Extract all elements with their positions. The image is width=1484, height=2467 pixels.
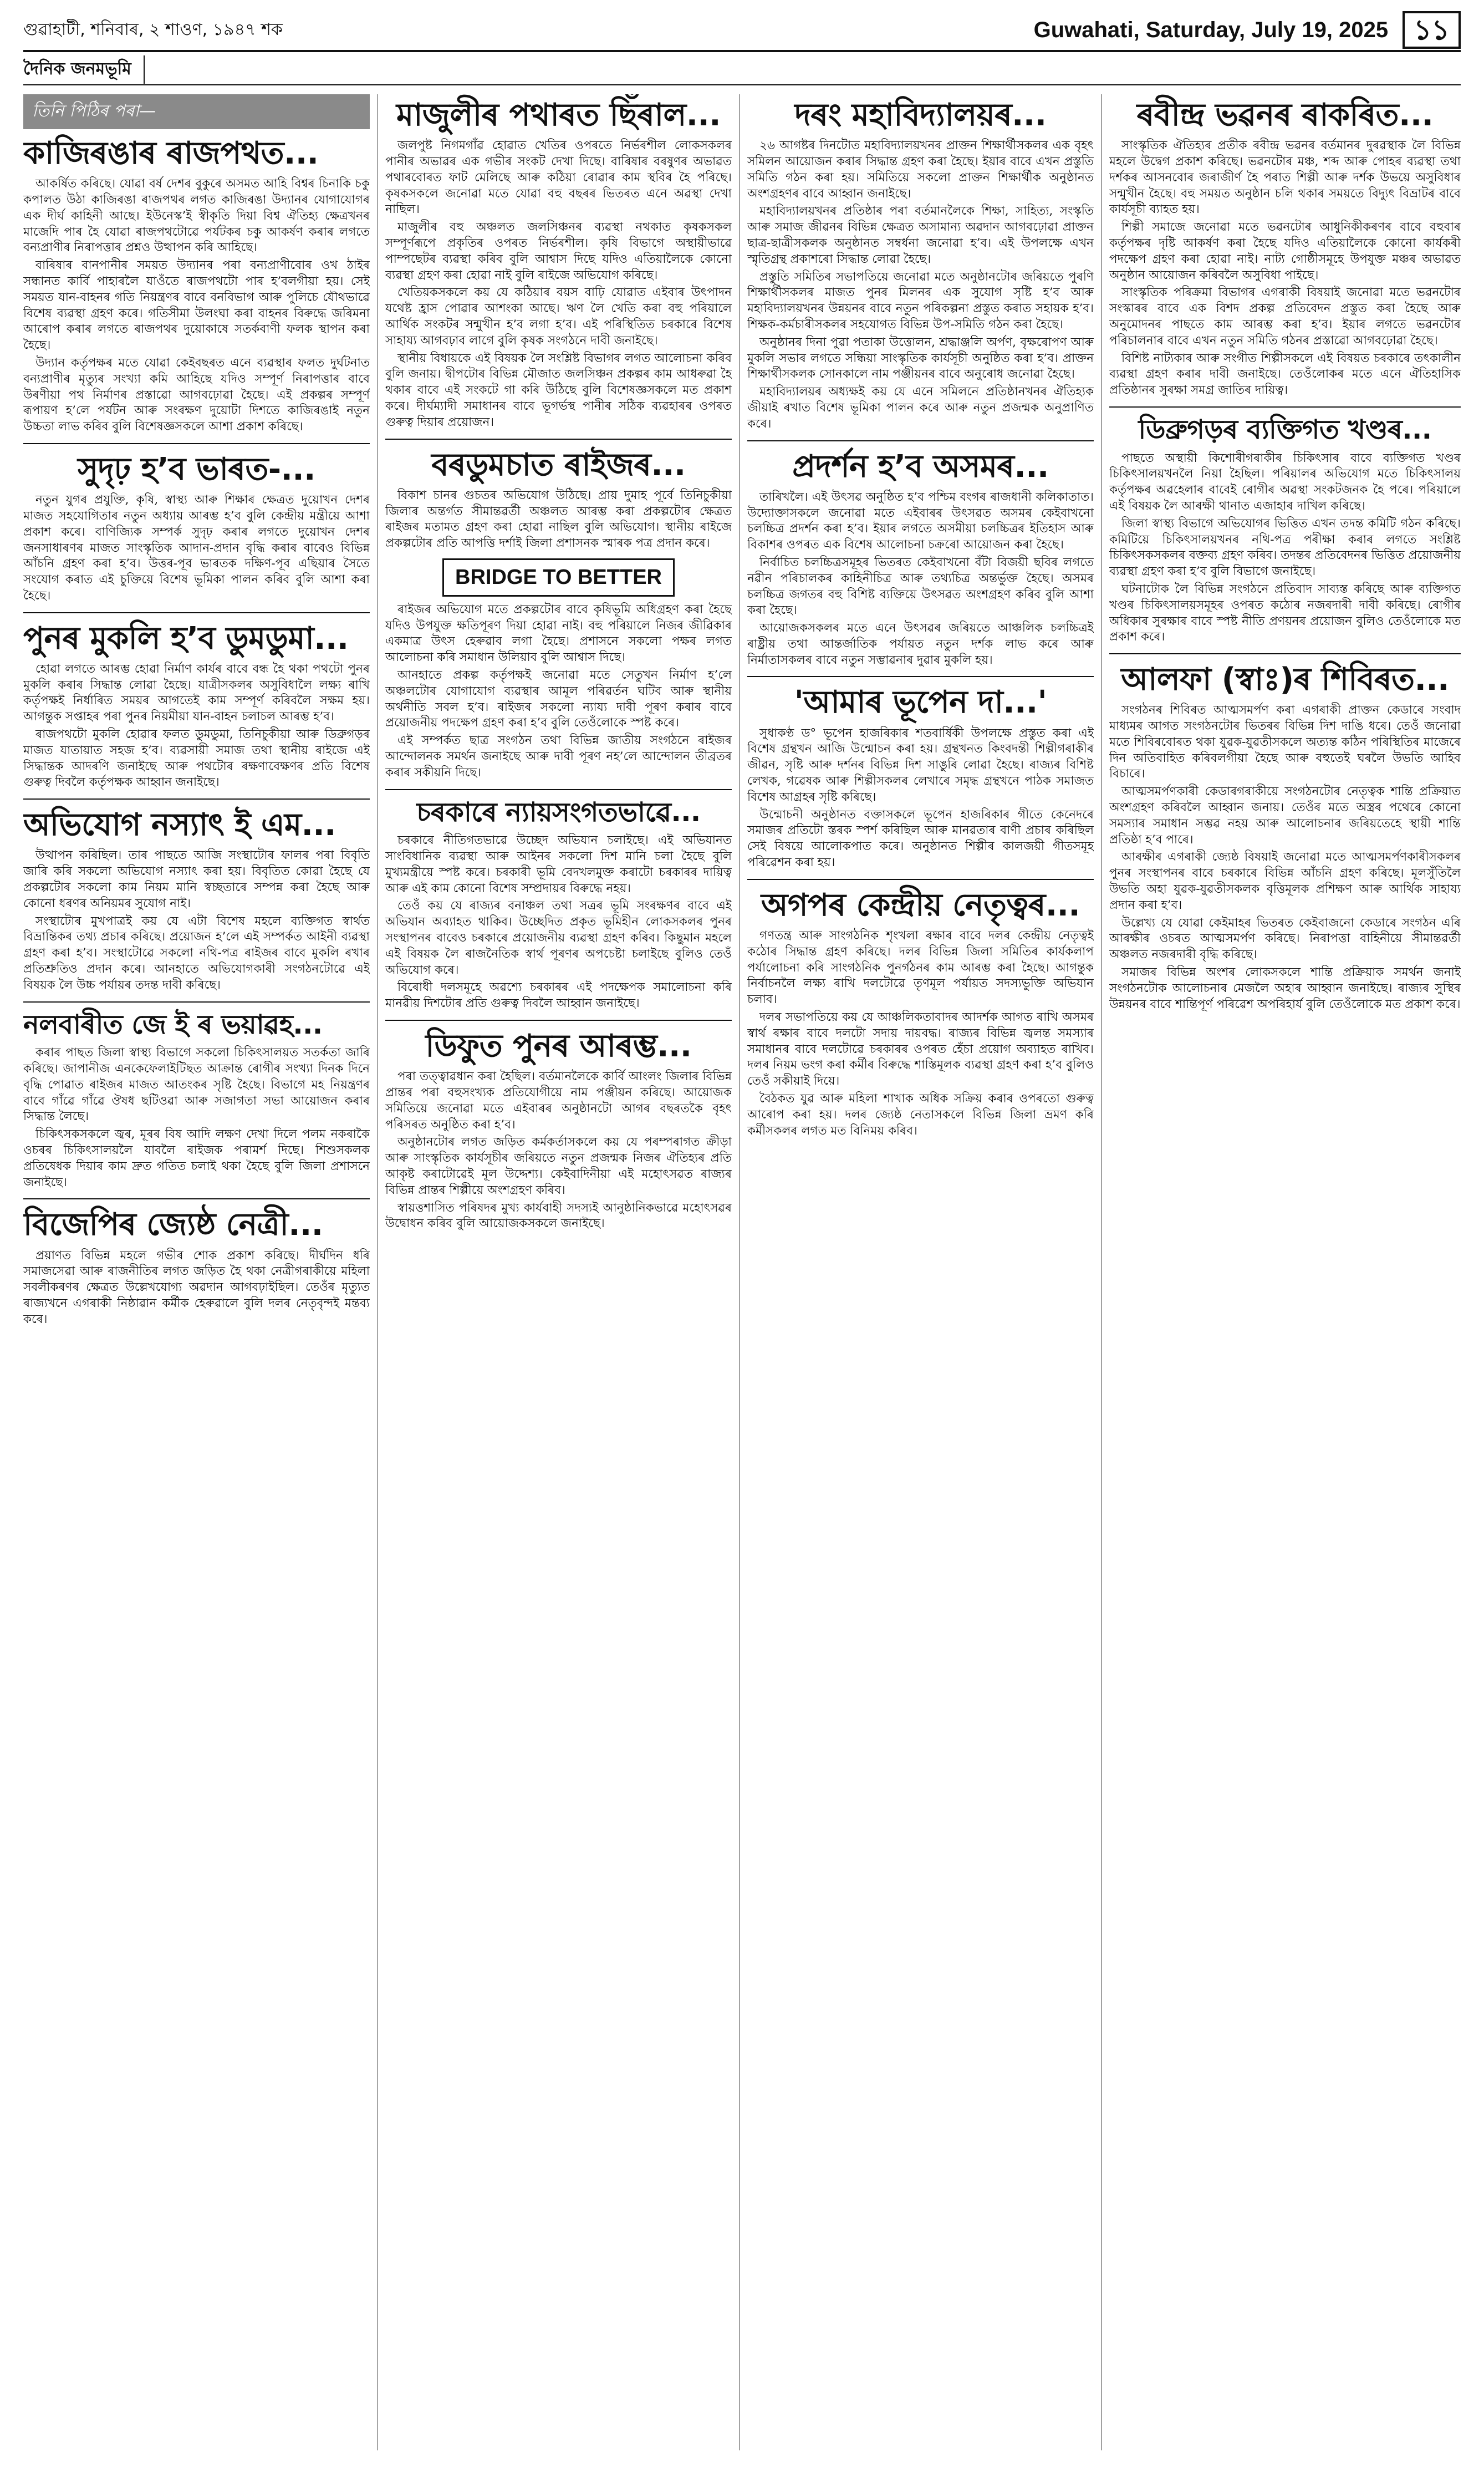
date-english: Guwahati, Saturday, July 19, 2025 xyxy=(1033,17,1389,42)
paragraph: মহাবিদ্যালয়ৰ অধ্যক্ষই কয় যে এনে সমিলনে প্ৰতিষ্ঠানখনৰ ঐতিহ্যক জীয়াই ৰখাত বিশেষ ভূমিকা পালন কৰে আৰু নতুন প্ৰজন্মক অনুপ্ৰাণিত কৰে। xyxy=(747,385,1094,431)
divider xyxy=(385,439,732,440)
masthead-right xyxy=(1034,11,1461,49)
headline: বৰডুমচাত ৰাইজৰ... xyxy=(431,446,686,483)
paragraph: আকৰ্ষিত কৰিছে। যোৱা বৰ্ষ দেশৰ বুকুৰে অসমত আহি বিশ্বৰ চিনাকি চকু কপালত উঠা কাজিৰঙা ৰাজপথৰ লগত কাজিৰঙা উদ্যানৰ যোগাযোগৰ এক দীৰ্ঘ কাহিনী আছে। ইউনেস্ক’ই স্বীকৃতি দিয়া বিশ্ব ঐতিহ্য ক্ষেত্ৰখনৰ মাজেদি পাৰ হৈ যোৱা ৰাজপথটোৱে পৰ্যটকৰ চকু আকৰ্ষণ কৰাৰ লগতে বন্যপ্ৰাণীৰ নিৰাপত্তাৰ প্ৰশ্নও উত্থাপন কৰি আহিছে। xyxy=(23,177,370,255)
paragraph: বিৰোধী দলসমূহে অৱশ্যে চৰকাৰৰ এই পদক্ষেপক সমালোচনা কৰি মানৱীয় দিশটোৰ প্ৰতি গুৰুত্ব দিবলৈ আহ্বান জনাইছে। xyxy=(385,980,732,1011)
paragraph: চিকিৎসকসকলে জ্বৰ, মূৰৰ বিষ আদি লক্ষণ দেখা দিলে পলম নকৰাকৈ ওচৰৰ চিকিৎসালয়লৈ যাবলৈ ৰাইজক পৰামৰ্শ দিছে। শিশুসকলক প্ৰতিষেধক দিয়াৰ কাম দ্ৰুত গতিত চলাই থকা হৈছে বুলি জিলা প্ৰশাসনে জনাইছে। xyxy=(23,1127,370,1189)
article-ulfa xyxy=(1109,661,1461,1013)
paragraph: সুধাকণ্ঠ ড° ভূপেন হাজৰিকাৰ শতবাৰ্ষিকী উপলক্ষে প্ৰস্তুত কৰা এই বিশেষ গ্ৰন্থখন আজি উন্মোচন কৰা হয়। গ্ৰন্থখনত কিংবদন্তী শিল্পীগৰাকীৰ জীৱন, সৃষ্টি আৰু দৰ্শনৰ বিভিন্ন দিশ সাঙুৰি লোৱা হৈছে। ৰাজ্যৰ বিশিষ্ট লেখক, গৱেষক আৰু শিল্পীসকলৰ লেখাৰে সমৃদ্ধ গ্ৰন্থখনে পাঠক সমাজত বিশেষ আগ্ৰহৰ সৃষ্টি কৰিছে। xyxy=(747,726,1094,804)
headline: পুনৰ মুকলি হ’ব ডুমডুমা... xyxy=(23,620,349,657)
paragraph: পাছতে অস্থায়ী কিশোৰীগৰাকীৰ চিকিৎসাৰ বাবে ব্যক্তিগত খণ্ডৰ চিকিৎসালয়খনলৈ নিয়া হৈছিল। পৰিয়ালৰ অভিযোগ মতে চিকিৎসালয় কৰ্তৃপক্ষৰ অৱহেলাৰ বাবেই ৰোগীৰ অৱস্থা সংকটজনক হৈ পৰে। পৰিয়ালে এই বিষয়ক লৈ আৰক্ষী থানাত এজাহাৰ দাখিল কৰিছে। xyxy=(1109,451,1461,513)
paragraph: হোৱা লগতে আৰম্ভ হোৱা নিৰ্মাণ কাৰ্যৰ বাবে বন্ধ হৈ থকা পথটো পুনৰ মুকলি কৰাৰ সিদ্ধান্ত লোৱা হৈছে। যাত্ৰীসকলৰ অসুবিধালৈ লক্ষ্য ৰাখি কৰ্তৃপক্ষই নিৰ্ধাৰিত সময়ৰ আগতেই কাম সম্পূৰ্ণ কৰিবলৈ সক্ষম হয়। আগন্তুক সপ্তাহৰ পৰা পুনৰ নিয়মীয়া যান-বাহন চলাচল আৰম্ভ হ’ব। xyxy=(23,662,370,724)
paragraph: জিলা স্বাস্থ্য বিভাগে অভিযোগৰ ভিত্তিত এখন তদন্ত কমিটি গঠন কৰিছে। কমিটিয়ে চিকিৎসালয়খনৰ নথি-পত্ৰ পৰীক্ষা কৰাৰ লগতে সংশ্লিষ্ট চিকিৎসকসকলৰ বক্তব্য গ্ৰহণ কৰিব। তদন্তৰ প্ৰতিবেদনৰ ভিত্তিত প্ৰয়োজনীয় ব্যৱস্থা গ্ৰহণ কৰা হ’ব বুলি বিভাগে জনাইছে। xyxy=(1109,516,1461,579)
headline: অগপৰ কেন্দ্ৰীয় নেতৃত্বৰ... xyxy=(761,887,1080,923)
paragraph: বিশিষ্ট নাট্যকাৰ আৰু সংগীত শিল্পীসকলে এই বিষয়ত চৰকাৰে তৎকালীন ব্যৱস্থা গ্ৰহণ কৰাৰ দাবী জনাইছে। তেওঁলোকৰ মতে এনে ঐতিহাসিক প্ৰতিষ্ঠানৰ সুৰক্ষা সমগ্ৰ জাতিৰ দায়িত্ব। xyxy=(1109,351,1461,398)
article-body xyxy=(747,490,1094,669)
paragraph: আনহাতে প্ৰকল্প কৰ্তৃপক্ষই জনোৱা মতে সেতুখন নিৰ্মাণ হ’লে অঞ্চলটোৰ যোগাযোগ ব্যৱস্থাৰ আমূল পৰিৱৰ্তন ঘটিব আৰু স্থানীয় অৰ্থনীতি সবল হ’ব। ৰাইজৰ সকলো ন্যায্য দাবী পূৰণ কৰাৰ বাবে প্ৰয়োজনীয় পদক্ষেপ গ্ৰহণ কৰা হ’ব বুলি তেওঁলোকে স্পষ্ট কৰে। xyxy=(385,668,732,730)
divider xyxy=(747,440,1094,441)
divider xyxy=(23,798,370,800)
article-body xyxy=(747,726,1094,871)
article-diphu xyxy=(385,1028,732,1232)
paragraph: খেতিয়কসকলে কয় যে কঠিয়াৰ বয়স বাঢ়ি যোৱাত এইবাৰ উৎপাদন যথেষ্ট হ্ৰাস পোৱাৰ আশংকা আছে। ঋণ লৈ খেতি কৰা বহু পৰিয়ালে আৰ্থিক সংকটৰ সন্মুখীন হ’ব লগা হ’ব। এই পৰিস্থিতিত চৰকাৰে বিশেষ সাহায্য আগবঢ়াব লাগে বুলি কৃষক সংগঠনে দাবী জনাইছে। xyxy=(385,286,732,348)
article-barduma xyxy=(385,446,732,781)
article-body xyxy=(385,1069,732,1232)
headline: দৰং মহাবিদ্যালয়ৰ... xyxy=(794,97,1047,133)
headline: বিজেপিৰ জ্যেষ্ঠ নেত্ৰী... xyxy=(23,1207,323,1243)
column-rule xyxy=(1101,94,1102,2450)
paragraph: সাংস্কৃতিক পৰিক্ৰমা বিভাগৰ এগৰাকী বিষয়াই জনোৱা মতে ভৱনটোৰ সংস্কাৰৰ বাবে এক বিশদ প্ৰকল্প প্ৰতিবেদন প্ৰস্তুত কৰা হৈছে আৰু অনুমোদনৰ পাছতে কাম আৰম্ভ কৰা হ’ব। ইয়াৰ লগতে ভৱনটোৰ পৰিচালনাৰ বাবে এখন নতুন সমিতি গঠনৰ প্ৰস্তাৱো আগবঢ়োৱা হৈছে। xyxy=(1109,286,1461,348)
divider xyxy=(385,1020,732,1021)
article-body xyxy=(385,138,732,430)
paragraph: অনুষ্ঠানটোৰ লগত জড়িত কৰ্মকৰ্তাসকলে কয় যে পৰম্পৰাগত ক্ৰীড়া আৰু সাংস্কৃতিক কাৰ্যসূচীৰ জৰিয়তে নতুন প্ৰজন্মক নিজৰ ঐতিহ্যৰ প্ৰতি আকৃষ্ট কৰাটোৱেই মূল উদ্দেশ্য। কেইবাদিনীয়া এই মহোৎসৱত ৰাজ্যৰ বিভিন্ন প্ৰান্তৰ শিল্পীয়ে অংশগ্ৰহণ কৰিব। xyxy=(385,1135,732,1197)
brand-row xyxy=(23,54,1461,85)
article-nalbari xyxy=(23,1009,370,1191)
headline: ডিফুত পুনৰ আৰম্ভ... xyxy=(425,1028,692,1064)
paragraph: তেওঁ কয় যে ৰাজ্যৰ বনাঞ্চল তথা সত্ৰৰ ভূমি সংৰক্ষণৰ বাবে এই অভিযান অব্যাহত থাকিব। উচ্ছেদিত প্ৰকৃত ভূমিহীন লোকসকলৰ পুনৰ সংস্থাপনৰ বাবেও চৰকাৰে প্ৰয়োজনীয় ব্যৱস্থা গ্ৰহণ কৰিব। কিছুমান মহলে এই বিষয়ক লৈ ৰাজনৈতিক স্বাৰ্থ পূৰণৰ অপচেষ্টা চলাইছে বুলিও তেওঁ অভিযোগ কৰে। xyxy=(385,899,732,977)
article-body xyxy=(385,833,732,1012)
paragraph: উদ্যান কৰ্তৃপক্ষৰ মতে যোৱা কেইবছৰত এনে ব্যৱস্থাৰ ফলত দুৰ্ঘটনাত বন্যপ্ৰাণীৰ মৃত্যুৰ সংখ্যা কমি আহিছে যদিও সম্পূৰ্ণ নিৰাপত্তাৰ বাবে উৰণীয়া পথ নিৰ্মাণৰ প্ৰস্তাৱো আগবঢ়োৱা হৈছে। এই প্ৰকল্পৰ সম্পূৰ্ণ ৰূপায়ণ হ’লে পৰ্যটন আৰু সংৰক্ষণ দুয়োটা দিশতে কাজিৰঙাই নতুন উচ্চতা লাভ কৰিব বুলি বিশেষজ্ঞসকলে আশা প্ৰকাশ কৰিছে। xyxy=(23,355,370,434)
headline: আলফা (স্বাঃ)ৰ শিবিৰত... xyxy=(1121,662,1449,698)
column-1 xyxy=(23,94,370,2450)
column-3 xyxy=(747,94,1094,2450)
masthead xyxy=(23,10,1461,52)
article-darrang xyxy=(747,96,1094,433)
headline: ৰবীন্দ্ৰ ভৱনৰ ৰাকৰিত... xyxy=(1136,97,1434,133)
paragraph: ৰাজপথটো মুকলি হোৱাৰ ফলত ডুমডুমা, তিনিচুকীয়া আৰু ডিব্ৰুগড়ৰ মাজত যাতায়াত সহজ হ’ব। ব্যৱসায়ী সমাজ তথা স্থানীয় ৰাইজে এই সিদ্ধান্তক আদৰণি জনাইছে আৰু পথটোৰ ৰক্ষণাবেক্ষণৰ প্ৰতি বিশেষ গুৰুত্ব দিবলৈ কৰ্তৃপক্ষক আহ্বান জনাইছে। xyxy=(23,728,370,790)
bridge-banner xyxy=(385,558,732,597)
article-body xyxy=(23,1045,370,1191)
paragraph: অনুষ্ঠানৰ দিনা পুৱা পতাকা উত্তোলন, শ্ৰদ্ধাঞ্জলি অৰ্পণ, বৃক্ষৰোপণ আৰু মুকলি সভাৰ লগতে সন্ধিয়া সাংস্কৃতিক কাৰ্যসূচী অনুষ্ঠিত কৰা হ’ব। প্ৰাক্তন শিক্ষাৰ্থীসকলক সোনকালে নাম পঞ্জীয়নৰ বাবে অনুৰোধ জনোৱা হৈছে। xyxy=(747,335,1094,382)
paragraph: শিল্পী সমাজে জনোৱা মতে ভৱনটোৰ আধুনিকীকৰণৰ বাবে বহুবাৰ কৰ্তৃপক্ষৰ দৃষ্টি আকৰ্ষণ কৰা হৈছে যদিও এতিয়ালৈকে কোনো কাৰ্যকৰী পদক্ষেপ গ্ৰহণ কৰা হোৱা নাই। নাট্য গোষ্ঠীসমূহে উপযুক্ত মঞ্চৰ অভাৱত অনুষ্ঠান আয়োজন কৰিবলৈ অসুবিধা পাইছে। xyxy=(1109,220,1461,282)
paragraph: পৰা তত্ত্বাৱধান কৰা হৈছিল। বৰ্তমানলৈকে কাৰ্বি আংলং জিলাৰ বিভিন্ন প্ৰান্তৰ পৰা বহুসংখ্যক প্ৰতিযোগীয়ে নাম পঞ্জীয়ন কৰিছে। আয়োজক সমিতিয়ে জনোৱা মতে এইবাৰৰ অনুষ্ঠানটো আগৰ বছৰতকৈ বৃহৎ পৰিসৰত অনুষ্ঠিত কৰা হ’ব। xyxy=(385,1070,732,1132)
article-kazi xyxy=(23,135,370,435)
column-2 xyxy=(385,94,732,2450)
paragraph: তাৰিখলৈ। এই উৎসৱ অনুষ্ঠিত হ’ব পশ্চিম বংগৰ ৰাজধানী কলিকাতাত। উদ্যোক্তাসকলে জনোৱা মতে এইবাৰৰ উৎসৱত অসমৰ কেইবাখনো চলচ্চিত্ৰ প্ৰদৰ্শন কৰা হ’ব। ইয়াৰ লগতে অসমীয়া চলচ্চিত্ৰৰ ইতিহাস আৰু বিকাশৰ ওপৰত এক বিশেষ আলোচনা চক্ৰৰো আয়োজন কৰা হৈছে। xyxy=(747,490,1094,552)
article-body xyxy=(747,138,1094,432)
divider xyxy=(1109,653,1461,654)
article-sudrir xyxy=(23,451,370,604)
paragraph: আয়োজকসকলৰ মতে এনে উৎসৱৰ জৰিয়তে আঞ্চলিক চলচ্চিত্ৰই ৰাষ্ট্ৰীয় তথা আন্তৰ্জাতিক পৰ্যায়ত নতুন দৰ্শক লাভ কৰে আৰু নিৰ্মাতাসকলৰ বাবে নতুন সম্ভাৱনাৰ দুৱাৰ মুকলি হয়। xyxy=(747,621,1094,667)
paragraph: বৈঠকত যুৱ আৰু মহিলা শাখাক অধিক সক্ৰিয় কৰাৰ ওপৰতো গুৰুত্ব আৰোপ কৰা হয়। দলৰ জ্যেষ্ঠ নেতাসকলে বিভিন্ন জিলা ভ্ৰমণ কৰি কৰ্মীসকলৰ লগত মত বিনিময় কৰিব। xyxy=(747,1092,1094,1138)
article-majuli xyxy=(385,96,732,431)
paragraph: উত্থাপন কৰিছিল। তাৰ পাছতে আজি সংস্থাটোৰ ফালৰ পৰা বিবৃতি জাৰি কৰি সকলো অভিযোগ নস্যাৎ কৰা হয়। বিবৃতিত কোৱা হৈছে যে প্ৰকল্পটোৰ সকলো কাম নিয়ম মানি স্বচ্ছতাৰে সম্পন্ন কৰা হৈছে আৰু কোনো ধৰণৰ অনিয়মৰ সুযোগ নাই। xyxy=(23,848,370,910)
paragraph: এই সম্পৰ্কত ছাত্ৰ সংগঠন তথা বিভিন্ন জাতীয় সংগঠনে ৰাইজৰ আন্দোলনক সমৰ্থন জনাইছে আৰু দাবী পূৰণ নহ’লে আন্দোলন তীব্ৰতৰ কৰাৰ সকীয়নি দিছে। xyxy=(385,734,732,780)
headline: কাজিৰঙাৰ ৰাজপথত... xyxy=(23,135,319,171)
page-number: ১১ xyxy=(1403,11,1461,49)
article-dibrugarh xyxy=(1109,414,1461,645)
headline: ডিব্ৰুগড়ৰ ব্যক্তিগত খণ্ডৰ... xyxy=(1138,414,1432,445)
paragraph: চৰকাৰে নীতিগতভাৱে উচ্ছেদ অভিযান চলাইছে। এই অভিযানত সাংবিধানিক ব্যৱস্থা আৰু আইনৰ সকলো দিশ মানি চলা হৈছে বুলি মুখ্যমন্ত্ৰীয়ে স্পষ্ট কৰে। চৰকাৰী ভূমি বেদখলমুক্ত কৰাটো চৰকাৰৰ দায়িত্ব আৰু এই কাম কোনো বিশেষ সম্প্ৰদায়ৰ বিৰুদ্ধে নহয়। xyxy=(385,833,732,896)
paragraph: জলপুষ্ট নিগমগাঁৱ হোৱাত খেতিৰ ওপৰতে নিৰ্ভৰশীল লোকসকলৰ পানীৰ অভাৱৰ এক গভীৰ সংকট দেখা দিছে। বাৰিষাৰ বৰষুণৰ অভাৱত পথাৰবোৰত ফাট মেলিছে আৰু কঠিয়া ৰোৱাৰ কাম স্থবিৰ হৈ পৰিছে। কৃষকসকলে জনোৱা মতে যোৱা বহু বছৰৰ ভিতৰত এনে অৱস্থা দেখা নাছিল। xyxy=(385,139,732,217)
paragraph: ২৬ আগষ্টৰ দিনটোত মহাবিদ্যালয়খনৰ প্ৰাক্তন শিক্ষাৰ্থীসকলৰ এক বৃহৎ সমিলন আয়োজন কৰাৰ সিদ্ধান্ত গ্ৰহণ কৰা হৈছে। ইয়াৰ বাবে এখন প্ৰস্তুতি সমিতি গঠন কৰা হয়। সমিতিয়ে সকলো প্ৰাক্তন শিক্ষাৰ্থীক অনুষ্ঠানত অংশগ্ৰহণৰ বাবে আহ্বান জনাইছে। xyxy=(747,139,1094,201)
article-body xyxy=(23,662,370,791)
headline: অভিযোগ নস্যাৎ ই এম... xyxy=(23,807,336,843)
headline: চৰকাৰে ন্যায়সংগতভাৱে... xyxy=(416,796,701,828)
paragraph: ৰাইজৰ অভিযোগ মতে প্ৰকল্পটোৰ বাবে কৃষিভূমি অধিগ্ৰহণ কৰা হৈছে যদিও উপযুক্ত ক্ষতিপূৰণ দিয়া হোৱা নাই। বহু পৰিয়ালে নিজৰ জীৱিকাৰ একমাত্ৰ উৎস হেৰুৱাব লগা হৈছে। প্ৰশাসনে সকলো পক্ষৰ লগত আলোচনা কৰি সমাধান উলিয়াব বুলি আশ্বাস দিছে। xyxy=(385,602,732,665)
divider xyxy=(23,612,370,613)
paragraph: বাৰিষাৰ বানপানীৰ সময়ত উদ্যানৰ পৰা বন্যপ্ৰাণীবোৰ ওখ ঠাইৰ সন্ধানত কাৰ্বি পাহাৰলৈ যাওঁতে ৰাজপথটো পাৰ হ’বলগীয়া হয়। সেই সময়ত যান-বাহনৰ গতি নিয়ন্ত্ৰণৰ বাবে বনবিভাগ আৰু পুলিচে যৌথভাৱে বিশেষ ব্যৱস্থা গ্ৰহণ কৰে। গতিসীমা উলংঘা কৰা বাহনৰ বিৰুদ্ধে জৰিমনা আৰোপ কৰাৰ লগতে ৰাজপথৰ দুয়োকাষে সতৰ্কবাণী ফলক স্থাপন কৰা হৈছে। xyxy=(23,258,370,353)
paragraph: কৰাৰ পাছত জিলা স্বাস্থ্য বিভাগে সকলো চিকিৎসালয়ত সতৰ্কতা জাৰি কৰিছে। জাপানীজ এনকেফেলাইটিছত আক্ৰান্ত ৰোগীৰ সংখ্যা দিনক দিনে বৃদ্ধি পোৱাত ৰাইজৰ মাজত আতংকৰ সৃষ্টি হৈছে। বিভাগে মহ নিয়ন্ত্ৰণৰ বাবে গাঁৱে গাঁৱে ঔষধ ছটিওৱা আৰু সজাগতা সভা আয়োজন কৰাৰ সিদ্ধান্ত লৈছে। xyxy=(23,1046,370,1124)
paragraph: উন্মোচনী অনুষ্ঠানত বক্তাসকলে ভূপেন হাজৰিকাৰ গীতে কেনেদৰে সমাজৰ প্ৰতিটো স্তৰক স্পৰ্শ কৰিছিল আৰু মানৱতাৰ বাণী প্ৰচাৰ কৰিছিল সেই বিষয়ে আলোকপাত কৰে। অনুষ্ঠানত শিল্পীৰ কালজয়ী গীতসমূহ পৰিৱেশন কৰা হয়। xyxy=(747,807,1094,870)
date-assamese: গুৱাহাটী, শনিবাৰ, ২ শাওণ, ১৯৪৭ শক xyxy=(23,19,283,39)
divider xyxy=(385,789,732,790)
paragraph: নতুন যুগৰ প্ৰযুক্তি, কৃষি, স্বাস্থ্য আৰু শিক্ষাৰ ক্ষেত্ৰত দুয়োখন দেশৰ মাজত সহযোগিতাৰ নতুন অধ্যায় আৰম্ভ হ’ব বুলি কেন্দ্ৰীয় মন্ত্ৰীয়ে আশা প্ৰকাশ কৰে। বাণিজ্যিক সম্পৰ্ক সুদৃঢ় কৰাৰ লগতে দুয়োখন দেশৰ জনসাধাৰণৰ মাজত সাংস্কৃতিক আদান-প্ৰদান বৃদ্ধি কৰাৰ বাবেও বিভিন্ন আঁচনি গ্ৰহণ কৰা হ’ব। উত্তৰ-পূব ভাৰতক দক্ষিণ-পূব এছিয়াৰ সৈতে সংযোগ কৰাত এই চুক্তিয়ে বিশেষ ভূমিকা পালন কৰিব বুলি আশা কৰা হৈছে। xyxy=(23,493,370,603)
newspaper-brand: দৈনিক জনমভূমি xyxy=(23,55,145,84)
article-body xyxy=(1109,138,1461,399)
article-rabindra xyxy=(1109,96,1461,399)
article-body xyxy=(747,928,1094,1139)
headline: নলবাৰীত জে ই ৰ ভয়াৱহ... xyxy=(23,1009,323,1040)
article-sarkar xyxy=(385,797,732,1012)
article-body xyxy=(23,848,370,993)
divider xyxy=(747,879,1094,880)
article-body xyxy=(23,1248,370,1328)
divider xyxy=(1109,406,1461,408)
headline: মাজুলীৰ পথাৰত ছিঁৰাল... xyxy=(396,97,721,133)
section-tag: তিনি পিঠিৰ পৰা— xyxy=(23,94,370,129)
paragraph: প্ৰস্তুতি সমিতিৰ সভাপতিয়ে জনোৱা মতে অনুষ্ঠানটোৰ জৰিয়তে পুৰণি শিক্ষাৰ্থীসকলৰ মাজত পুনৰ মিলনৰ এক সুযোগ সৃষ্টি হ’ব আৰু মহাবিদ্যালয়খনৰ উন্নয়নৰ বাবে নতুন পৰিকল্পনা প্ৰস্তুত কৰাত সহায়ক হ’ব। শিক্ষক-কৰ্মচাৰীসকলৰ সহযোগত বিভিন্ন উপ-সমিতি গঠন কৰা হৈছে। xyxy=(747,269,1094,332)
article-body xyxy=(385,488,732,781)
paragraph: স্বায়ত্তশাসিত পৰিষদৰ মুখ্য কাৰ্যবাহী সদস্যই আনুষ্ঠানিকভাৱে মহোৎসৱৰ উদ্বোধন কৰিব বুলি আয়োজকসকলে জনাইছে। xyxy=(385,1201,732,1231)
column-4 xyxy=(1109,94,1461,2450)
article-body xyxy=(23,492,370,604)
article-bhupen xyxy=(747,684,1094,871)
paragraph: সমাজৰ বিভিন্ন অংশৰ লোকসকলে শান্তি প্ৰক্ৰিয়াক সমৰ্থন জনাই সংগঠনটোক আলোচনাৰ মেজলৈ অহাৰ আহ্বান জনাইছে। ৰাজ্যৰ সুস্থিৰ উন্নয়নৰ বাবে শান্তিপূৰ্ণ পৰিৱেশ অপৰিহাৰ্য বুলি তেওঁলোকে মত প্ৰকাশ কৰে। xyxy=(1109,965,1461,1011)
article-bjp xyxy=(23,1206,370,1327)
article-prodarshan xyxy=(747,448,1094,669)
paragraph: বিকাশ চানৰ গুচতৰ অভিযোগ উঠিছে। প্ৰায় দুমাহ পূৰ্বে তিনিচুকীয়া জিলাৰ অন্তৰ্গত সীমান্তৱৰ্তী অঞ্চলত আৰম্ভ কৰা প্ৰকল্পটোৰ ক্ষেত্ৰত ৰাইজৰ মতামত গ্ৰহণ কৰা হোৱা নাছিল বুলি অভিযোগ। স্থানীয় ৰাইজে প্ৰকল্পটোৰ প্ৰতি আপত্তি দৰ্শাই জিলা প্ৰশাসনক স্মাৰক পত্ৰ প্ৰদান কৰে। xyxy=(385,488,732,551)
divider xyxy=(23,443,370,444)
article-body xyxy=(1109,451,1461,646)
paragraph: মাজুলীৰ বহু অঞ্চলত জলসিঞ্চনৰ ব্যৱস্থা নথকাত কৃষকসকল সম্পূৰ্ণৰূপে প্ৰকৃতিৰ ওপৰত নিৰ্ভৰশীল। কৃষি বিভাগে অস্থায়ীভাৱে পাম্পছেটৰ ব্যৱস্থা কৰিব বুলি আশ্বাস দিছে যদিও এতিয়ালৈকে কোনো ব্যৱস্থা গ্ৰহণ কৰা হোৱা নাই বুলি ৰাইজে অভিযোগ কৰিছে। xyxy=(385,220,732,282)
banner-text: BRIDGE TO BETTER xyxy=(442,558,675,597)
article-body xyxy=(23,176,370,435)
article-body xyxy=(1109,703,1461,1013)
paragraph: উল্লেখ্য যে যোৱা কেইমাহৰ ভিতৰত কেইবাজনো কেডাৰে সংগঠন এৰি আৰক্ষীৰ ওচৰত আত্মসমৰ্পণ কৰিছে। নিৰাপত্তা বাহিনীয়ে সীমান্তৱৰ্তী অঞ্চলত নজৰদাৰী বৃদ্ধি কৰিছে। xyxy=(1109,915,1461,962)
paragraph: আত্মসমৰ্পণকাৰী কেডাৰগৰাকীয়ে সংগঠনটোৰ নেতৃত্বক শান্তি প্ৰক্ৰিয়াত অংশগ্ৰহণ কৰিবলৈ আহ্বান জনায়। তেওঁৰ মতে অস্ত্ৰৰ পথেৰে কোনো সমস্যাৰ সমাধান সম্ভৱ নহয় আৰু আলোচনাৰ জৰিয়তেহে স্থায়ী শান্তি প্ৰতিষ্ঠা হ’ব পাৰে। xyxy=(1109,785,1461,847)
divider xyxy=(23,1198,370,1199)
article-punor xyxy=(23,620,370,791)
headline: 'আমাৰ ভূপেন দা...' xyxy=(794,684,1047,721)
paragraph: মহাবিদ্যালয়খনৰ প্ৰতিষ্ঠাৰ পৰা বৰ্তমানলৈকে শিক্ষা, সাহিত্য, সংস্কৃতি আৰু সমাজ জীৱনৰ বিভিন্ন ক্ষেত্ৰত অসামান্য অৱদান আগবঢ়োৱা প্ৰাক্তন ছাত্ৰ-ছাত্ৰীসকলক অনুষ্ঠানত সম্বৰ্ধনা জনোৱা হ’ব। এই উপলক্ষে এখন স্মৃতিগ্ৰন্থ প্ৰকাশৰো সিদ্ধান্ত লোৱা হৈছে। xyxy=(747,204,1094,266)
paragraph: প্ৰয়াণত বিভিন্ন মহলে গভীৰ শোক প্ৰকাশ কৰিছে। দীৰ্ঘদিন ধৰি সমাজসেৱা আৰু ৰাজনীতিৰ লগত জড়িত হৈ থকা নেত্ৰীগৰাকীয়ে মহিলা সবলীকৰণৰ ক্ষেত্ৰত উল্লেখযোগ্য অৱদান আগবঢ়াইছিল। তেওঁৰ মৃত্যুত ৰাজ্যখনে এগৰাকী নিষ্ঠাৱান কৰ্মীক হেৰুৱালে বুলি দলৰ নেতৃবৃন্দই মন্তব্য কৰে। xyxy=(23,1248,370,1326)
headline: প্ৰদৰ্শন হ’ব অসমৰ... xyxy=(792,448,1049,485)
paragraph: সাংস্কৃতিক ঐতিহ্যৰ প্ৰতীক ৰবীন্দ্ৰ ভৱনৰ বৰ্তমানৰ দুৰৱস্থাক লৈ বিভিন্ন মহলে উদ্বেগ প্ৰকাশ কৰিছে। ভৱনটোৰ মঞ্চ, শব্দ আৰু পোহৰ ব্যৱস্থা তথা দৰ্শকৰ আসনবোৰ জৰাজীৰ্ণ হৈ পৰাত শিল্পী আৰু দৰ্শক উভয়ে অসুবিধাৰ সন্মুখীন হৈছে। বহু সময়ত অনুষ্ঠান চলি থকাৰ সময়তে বিদ্যুৎ বিভ্ৰাটৰ বাবে কাৰ্যসূচী ব্যাহত হয়। xyxy=(1109,139,1461,217)
paragraph: আৰক্ষীৰ এগৰাকী জ্যেষ্ঠ বিষয়াই জনোৱা মতে আত্মসমৰ্পণকাৰীসকলৰ পুনৰ সংস্থাপনৰ বাবে চৰকাৰে বিভিন্ন আঁচনি গ্ৰহণ কৰিছে। মূলসুঁতিলৈ উভতি অহা যুৱক-যুৱতীসকলক বৃত্তিমূলক প্ৰশিক্ষণ আৰু আৰ্থিক সাহায্য প্ৰদান কৰা হ’ব। xyxy=(1109,850,1461,912)
divider xyxy=(747,676,1094,677)
article-agpr xyxy=(747,887,1094,1140)
paragraph: নিৰ্বাচিত চলচ্চিত্ৰসমূহৰ ভিতৰত কেইবাখনো বঁটা বিজয়ী ছবিৰ লগতে নৱীন পৰিচালকৰ কাহিনীচিত্ৰ আৰু তথ্যচিত্ৰ অন্তৰ্ভুক্ত হৈছে। অসমৰ চলচ্চিত্ৰ জগতৰ বহু বিশিষ্ট ব্যক্তিয়ে উৎসৱত অংশগ্ৰহণ কৰিব বুলি আশা কৰা হৈছে। xyxy=(747,555,1094,618)
paragraph: স্থানীয় বিধায়কে এই বিষয়ক লৈ সংশ্লিষ্ট বিভাগৰ লগত আলোচনা কৰিব বুলি জনায়। দ্বীপটোৰ বিভিন্ন মৌজাত জলসিঞ্চন প্ৰকল্পৰ কাম আধৰুৱা হৈ থকাৰ বাবে এই সংকটে গা কৰি উঠিছে বুলি বিশেষজ্ঞসকলে মত প্ৰকাশ কৰে। দীৰ্ঘম্যাদী সমাধানৰ বাবে ভূগৰ্ভস্থ পানীৰ সঠিক ব্যৱহাৰৰ ওপৰত গুৰুত্ব দিয়াৰ প্ৰয়োজন। xyxy=(385,351,732,429)
paragraph: ঘটনাটোক লৈ বিভিন্ন সংগঠনে প্ৰতিবাদ সাব্যস্ত কৰিছে আৰু ব্যক্তিগত খণ্ডৰ চিকিৎসালয়সমূহৰ ওপৰত কঠোৰ নজৰদাৰী দাবী কৰিছে। ৰোগীৰ অধিকাৰ সুৰক্ষাৰ বাবে স্পষ্ট নীতি প্ৰণয়নৰ প্ৰয়োজন বুলিও তেওঁলোকে মত প্ৰকাশ কৰে। xyxy=(1109,582,1461,644)
article-abhijog xyxy=(23,806,370,993)
headline: সুদৃঢ় হ’ব ভাৰত-... xyxy=(78,451,315,487)
paragraph: গণতন্ত্ৰ আৰু সাংগঠনিক শৃংখলা ৰক্ষাৰ বাবে দলৰ কেন্দ্ৰীয় নেতৃত্বই কঠোৰ সিদ্ধান্ত গ্ৰহণ কৰিছে। দলৰ বিভিন্ন জিলা সমিতিৰ কাৰ্যকলাপ পৰ্যালোচনা কৰি সাংগঠনিক পুনৰ্গঠনৰ কাম আৰম্ভ কৰা হৈছে। আগন্তুক নিৰ্বাচনলৈ লক্ষ্য ৰাখি দলটোৱে তৃণমূল পৰ্যায়ত সদস্যভুক্তি অভিযান চলাব। xyxy=(747,929,1094,1007)
paragraph: দলৰ সভাপতিয়ে কয় যে আঞ্চলিকতাবাদৰ আদৰ্শক আগত ৰাখি অসমৰ স্বাৰ্থ ৰক্ষাৰ বাবে দলটো সদায় দায়বদ্ধ। ৰাজ্যৰ বিভিন্ন জ্বলন্ত সমস্যাৰ সমাধানৰ বাবে দলটোৱে চৰকাৰৰ ওপৰত হেঁচা প্ৰয়োগ অব্যাহত ৰাখিব। দলৰ নিয়ম ভংগ কৰা কৰ্মীৰ বিৰুদ্ধে শাস্তিমূলক ব্যৱস্থা গ্ৰহণ কৰা হ’ব বুলিও তেওঁ সকীয়াই দিয়ে। xyxy=(747,1010,1094,1088)
paragraph: সংস্থাটোৰ মুখপাত্ৰই কয় যে এটা বিশেষ মহলে ব্যক্তিগত স্বাৰ্থত বিভ্ৰান্তিকৰ তথ্য প্ৰচাৰ কৰিছে। প্ৰয়োজন হ’লে এই সম্পৰ্কত আইনী ব্যৱস্থা গ্ৰহণ কৰা হ’ব। সংস্থাটোৱে সকলো নথি-পত্ৰ ৰাইজৰ বাবে মুকলি ৰখাৰ প্ৰতিশ্ৰুতিও প্ৰদান কৰে। আনহাতে অভিযোগকাৰী সংগঠনটোৱে এই বিষয়ক লৈ উচ্চ পৰ্যায়ৰ তদন্ত দাবী কৰিছে। xyxy=(23,914,370,992)
paragraph: সংগঠনৰ শিবিৰত আত্মসমৰ্পণ কৰা এগৰাকী প্ৰাক্তন কেডাৰে সংবাদ মাধ্যমৰ আগত সংগঠনটোৰ ভিতৰৰ বিভিন্ন দিশ দাঙি ধৰে। তেওঁ জনোৱা মতে শিবিৰবোৰত থকা যুৱক-যুৱতীসকলে অত্যন্ত কঠিন পৰিস্থিতিৰ মাজেৰে দিন অতিবাহিত কৰিবলগীয়া হৈছে আৰু বহুতেই ঘৰলৈ উভতি আহিব বিচাৰে। xyxy=(1109,703,1461,781)
divider xyxy=(23,1001,370,1003)
